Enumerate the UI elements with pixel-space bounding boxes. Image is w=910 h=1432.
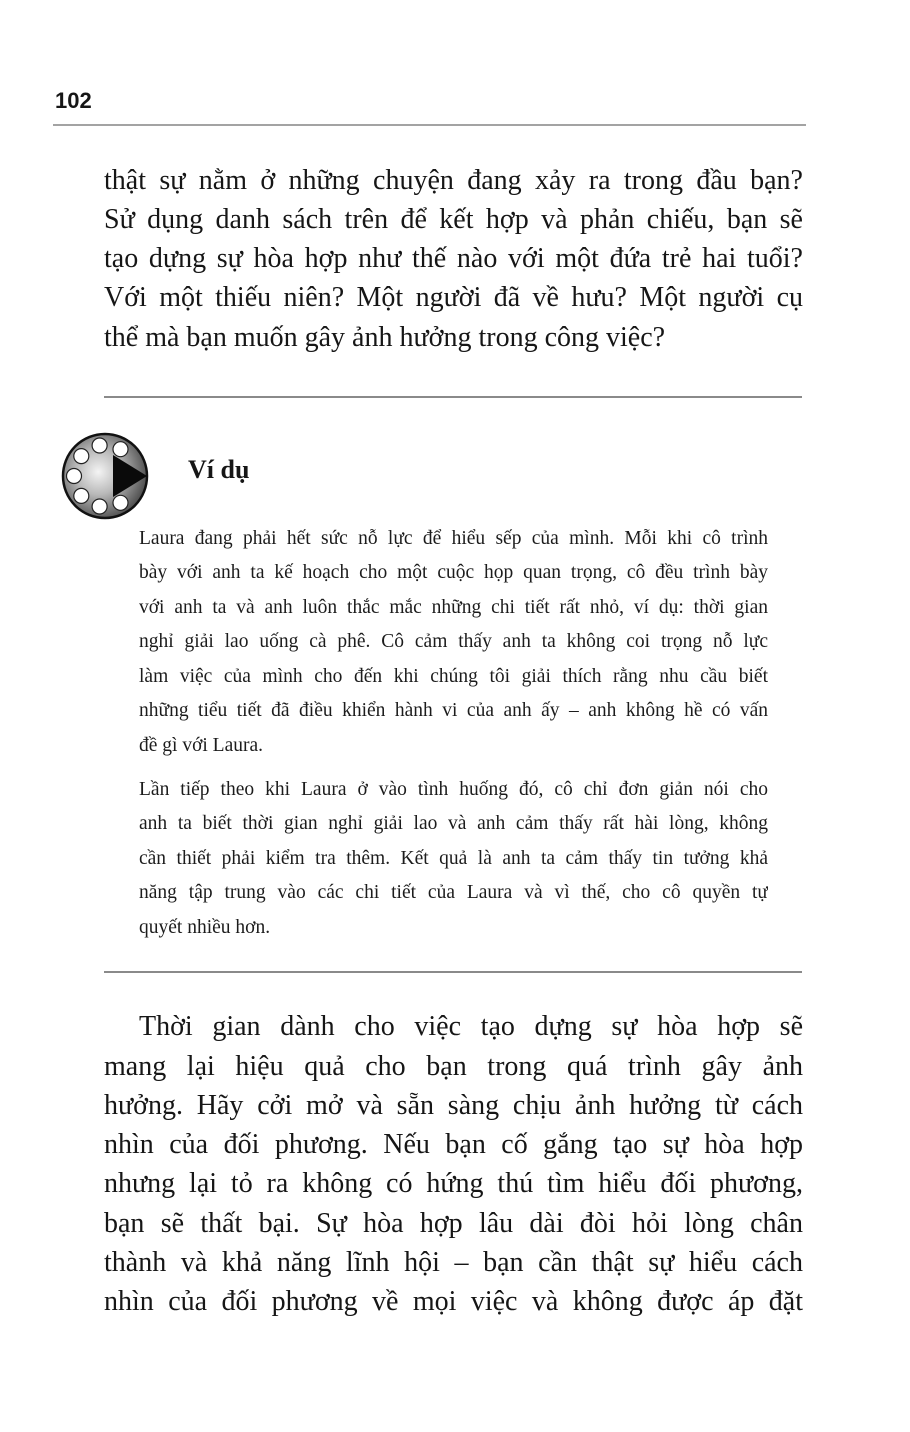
text-line: nhưng lại tỏ ra không có hứng thú tìm hiểu đối phương, bbox=[104, 1168, 803, 1200]
example-paragraph-2 bbox=[139, 773, 768, 946]
text-line: Laura đang phải hết sức nỗ lực để hiểu sếp của mình. Mỗi khi cô trình bbox=[139, 527, 768, 549]
film-reel-play-icon bbox=[60, 431, 150, 521]
example-heading: Ví dụ bbox=[188, 455, 250, 484]
text-line: Với một thiếu niên? Một người đã về hưu? Một người cụ bbox=[104, 282, 803, 314]
text-line: với anh ta và anh luôn thắc mắc những chi tiết rất nhỏ, ví dụ: thời gian bbox=[139, 596, 768, 618]
example-paragraph-1 bbox=[139, 522, 768, 764]
example-top-rule bbox=[104, 396, 802, 398]
text-line: Thời gian dành cho việc tạo dựng sự hòa hợp sẽ bbox=[139, 1011, 803, 1043]
text-line: thật sự nằm ở những chuyện đang xảy ra trong đầu bạn? bbox=[104, 164, 803, 196]
header-rule bbox=[53, 124, 806, 126]
text-line: nhìn của đối phương về mọi việc và không được áp đặt bbox=[104, 1286, 803, 1318]
text-line: cần thiết phải kiểm tra thêm. Kết quả là anh ta cảm thấy tin tưởng khả bbox=[139, 847, 768, 869]
text-line: thể mà bạn muốn gây ảnh hưởng trong công việc? bbox=[104, 321, 666, 353]
text-line: bày với anh ta kế hoạch cho một cuộc họp quan trọng, cô đều trình bày bbox=[139, 562, 768, 584]
text-line: mang lại hiệu quả cho bạn trong quá trình gây ảnh bbox=[104, 1050, 803, 1082]
text-line: hưởng. Hãy cởi mở và sẵn sàng chịu ảnh hưởng từ cách bbox=[104, 1089, 803, 1121]
page-number: 102 bbox=[55, 88, 92, 113]
text-line: tạo dựng sự hòa hợp như thế nào với một đứa trẻ hai tuổi? bbox=[104, 243, 803, 275]
text-line: thành và khả năng lĩnh hội – bạn cần thật sự hiểu cách bbox=[104, 1247, 803, 1279]
text-line: anh ta biết thời gian nghỉ giải lao và anh cảm thấy rất hài lòng, không bbox=[139, 813, 768, 835]
body-paragraph bbox=[104, 1007, 803, 1321]
text-line: đề gì với Laura. bbox=[139, 734, 264, 756]
text-line: nghỉ giải lao uống cà phê. Cô cảm thấy anh ta không coi trọng nỗ lực bbox=[139, 631, 768, 653]
text-line: quyết nhiều hơn. bbox=[139, 916, 271, 938]
text-line: những tiểu tiết đã điều khiển hành vi của anh ấy – anh không hề có vấn bbox=[139, 700, 768, 722]
intro-paragraph bbox=[104, 161, 803, 357]
text-line: làm việc của mình cho đến khi chúng tôi giải thích rằng nhu cầu biết bbox=[139, 665, 768, 687]
text-line: nhìn của đối phương. Nếu bạn cố gắng tạo sự hòa hợp bbox=[104, 1129, 803, 1161]
text-line: Sử dụng danh sách trên để kết hợp và phản chiếu, bạn sẽ bbox=[104, 203, 803, 235]
text-line: bạn sẽ thất bại. Sự hòa hợp lâu dài đòi hỏi lòng chân bbox=[104, 1207, 803, 1239]
text-line: năng tập trung vào các chi tiết của Laura và vì thế, cho cô quyền tự bbox=[139, 882, 768, 904]
example-bottom-rule bbox=[104, 971, 802, 973]
text-line: Lần tiếp theo khi Laura ở vào tình huống đó, cô chỉ đơn giản nói cho bbox=[139, 778, 768, 800]
